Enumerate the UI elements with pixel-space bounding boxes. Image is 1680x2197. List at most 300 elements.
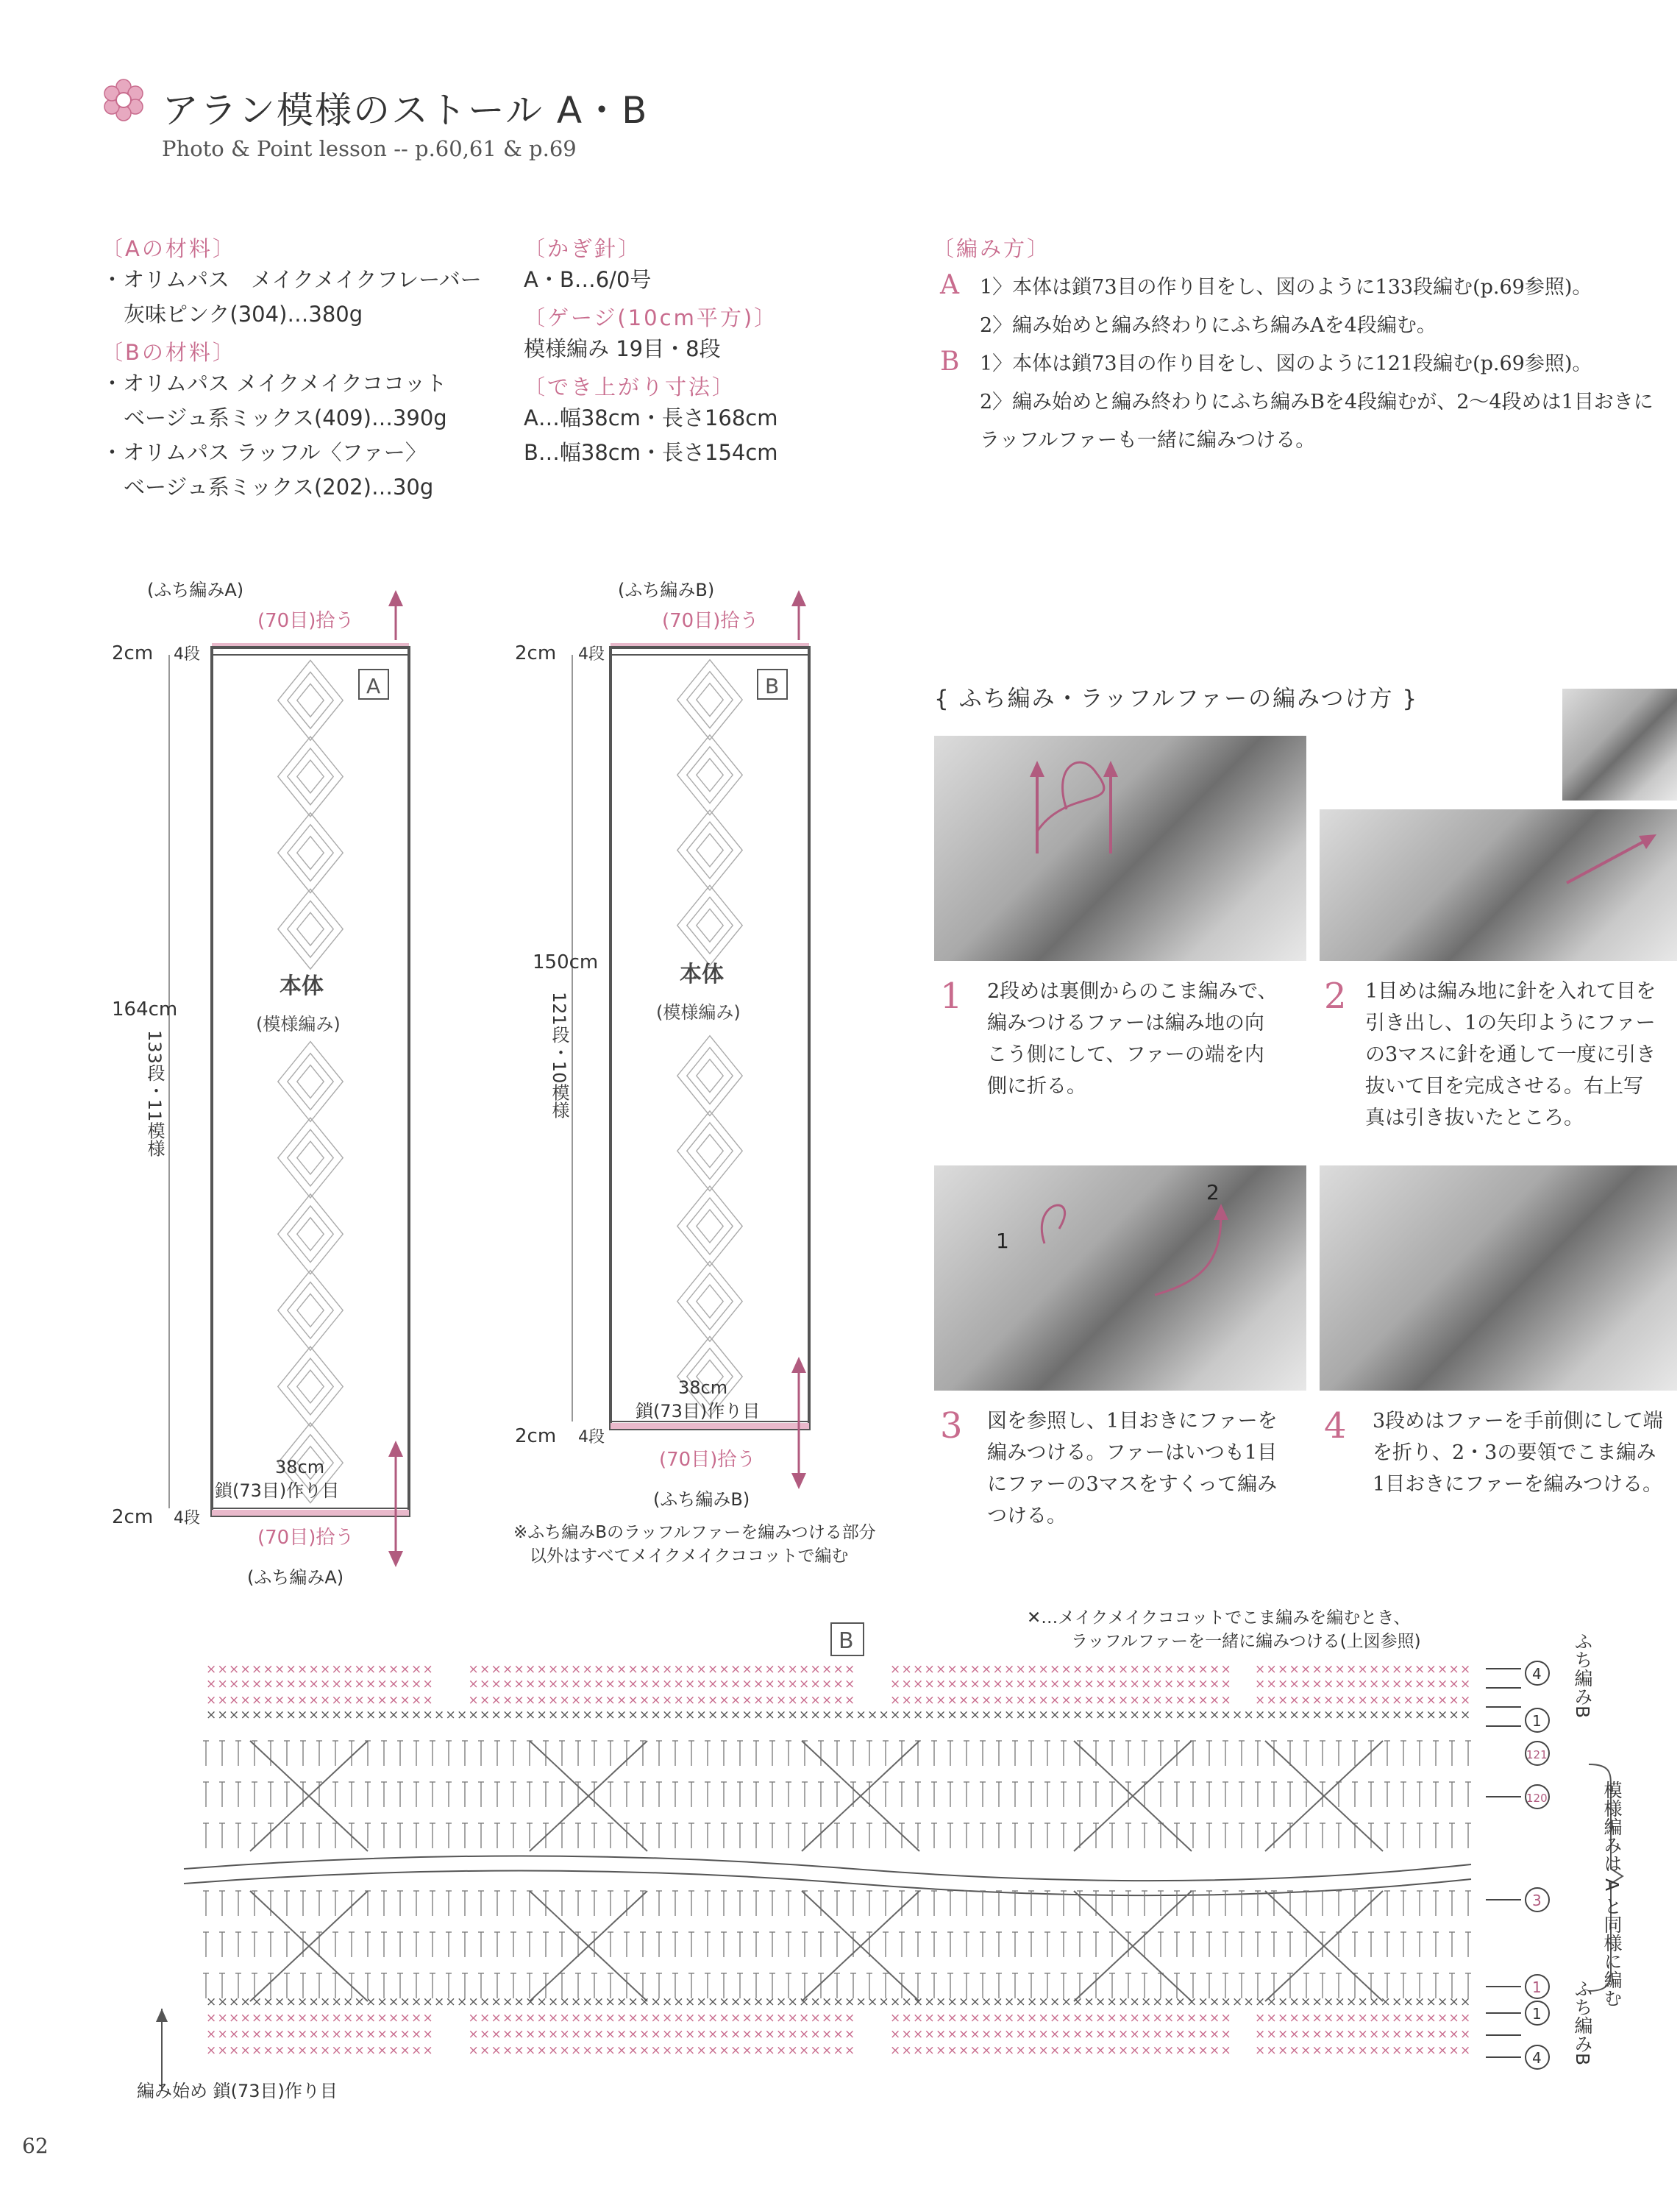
sc-stitch: × <box>776 2027 787 2042</box>
sc-stitch: × <box>308 1995 319 2009</box>
sc-stitch: × <box>411 2027 422 2042</box>
sc-stitch: × <box>571 2027 582 2042</box>
sc-stitch: × <box>890 2043 901 2058</box>
sc-stitch: × <box>548 1677 559 1692</box>
sc-stitch: × <box>639 2011 650 2026</box>
sc-stitch: × <box>719 2043 730 2058</box>
diagram-b-outline <box>611 647 809 1429</box>
chart-row-top-4: 4 <box>1532 1665 1542 1683</box>
diagram-b-body-sub: (模様編み) <box>656 1002 741 1023</box>
sc-stitch: × <box>947 1677 958 1692</box>
sc-stitch: × <box>958 1662 969 1677</box>
diamond-motif <box>297 912 324 945</box>
sc-stitch: × <box>525 2027 536 2042</box>
sc-stitch: × <box>1129 1693 1140 1708</box>
step-4-number: 4 <box>1324 1405 1347 1447</box>
sc-stitch: × <box>936 2027 947 2042</box>
sc-stitch: × <box>513 1693 524 1708</box>
sc-stitch: × <box>1106 1693 1117 1708</box>
sc-stitch: × <box>1129 1995 1140 2009</box>
sc-stitch: × <box>1164 2043 1175 2058</box>
sc-stitch: × <box>1209 1677 1220 1692</box>
sc-stitch: × <box>308 1677 319 1692</box>
sc-stitch: × <box>320 1995 331 2009</box>
sc-stitch: × <box>354 2043 365 2058</box>
sc-stitch: × <box>1015 2027 1026 2042</box>
diamond-motif <box>697 1135 723 1168</box>
sc-stitch: × <box>1129 1677 1140 1692</box>
sc-stitch: × <box>1266 1662 1277 1677</box>
sc-stitch: × <box>1460 2011 1471 2026</box>
sc-stitch: × <box>662 1708 673 1722</box>
sc-stitch: × <box>594 1677 605 1692</box>
sc-stitch: × <box>422 1995 433 2009</box>
sc-stitch: × <box>1175 1708 1186 1722</box>
sc-stitch: × <box>491 2027 502 2042</box>
sc-stitch: × <box>1311 2027 1323 2042</box>
diagram-b-note2: 以外はすべてメイクメイクココットで編む <box>530 1547 849 1566</box>
sc-stitch: × <box>1209 1708 1220 1722</box>
sc-stitch: × <box>1027 1693 1038 1708</box>
size-b: B…幅38cm・長さ154cm <box>524 440 778 465</box>
sc-stitch: × <box>947 2043 958 2058</box>
sc-stitch: × <box>913 2043 924 2058</box>
sc-stitch: × <box>1038 1995 1049 2009</box>
sc-stitch: × <box>594 1662 605 1677</box>
sc-stitch: × <box>1380 1995 1391 2009</box>
sc-stitch: × <box>605 2011 616 2026</box>
sc-stitch: × <box>1197 1693 1209 1708</box>
sc-stitch: × <box>274 1662 285 1677</box>
sc-stitch: × <box>741 1677 752 1692</box>
sc-stitch: × <box>685 2011 696 2026</box>
sc-stitch: × <box>548 2011 559 2026</box>
sc-stitch: × <box>741 1995 752 2009</box>
sc-stitch: × <box>1425 2011 1437 2026</box>
sc-stitch: × <box>1357 2043 1368 2058</box>
sc-stitch: × <box>673 2027 684 2042</box>
sc-stitch: × <box>354 1995 365 2009</box>
sc-stitch: × <box>422 1677 433 1692</box>
sc-stitch: × <box>1323 2011 1334 2026</box>
sc-stitch: × <box>673 1995 684 2009</box>
sc-stitch: × <box>1323 1708 1334 1722</box>
sc-stitch: × <box>1460 1662 1471 1677</box>
sc-stitch: × <box>1448 1662 1459 1677</box>
sc-stitch: × <box>1209 2027 1220 2042</box>
sc-stitch: × <box>1083 2043 1095 2058</box>
sc-stitch: × <box>594 1693 605 1708</box>
sc-stitch: × <box>696 1708 707 1722</box>
sc-stitch: × <box>913 1662 924 1677</box>
sc-stitch: × <box>1083 1662 1095 1677</box>
sc-stitch: × <box>377 1693 388 1708</box>
chart-pattern-bottom <box>203 1891 1471 2001</box>
sc-stitch: × <box>548 2043 559 2058</box>
sc-stitch: × <box>285 1708 296 1722</box>
chart-start-label: 編み始め 鎖(73目)作り目 <box>137 2081 338 2101</box>
sc-stitch: × <box>1334 2011 1345 2026</box>
sc-stitch: × <box>708 2027 719 2042</box>
sc-stitch: × <box>833 2011 844 2026</box>
sc-stitch: × <box>1403 1708 1414 1722</box>
sc-stitch: × <box>1460 1677 1471 1692</box>
sc-stitch: × <box>924 2027 935 2042</box>
sc-stitch: × <box>605 2043 616 2058</box>
sc-stitch: × <box>468 1708 479 1722</box>
sc-stitch: × <box>582 1693 593 1708</box>
sc-stitch: × <box>331 1708 342 1722</box>
sc-stitch: × <box>1038 1662 1049 1677</box>
chart-side-bottom: ふち編みB <box>1572 1979 1593 2066</box>
sc-stitch: × <box>252 2027 263 2042</box>
sc-stitch: × <box>1118 2011 1129 2026</box>
sc-stitch: × <box>616 1708 627 1722</box>
sc-stitch: × <box>890 1662 901 1677</box>
sc-stitch: × <box>411 1708 422 1722</box>
sc-stitch: × <box>559 1995 570 2009</box>
sc-stitch: × <box>719 1995 730 2009</box>
sc-stitch: × <box>491 1662 502 1677</box>
sc-stitch: × <box>229 2011 240 2026</box>
sc-stitch: × <box>331 1693 342 1708</box>
sc-stitch: × <box>582 1662 593 1677</box>
diagram-b-chain: 鎖(73目)作り目 <box>636 1401 761 1422</box>
sc-stitch: × <box>308 2011 319 2026</box>
diagram-a-top-cm: 2cm <box>112 642 154 664</box>
sc-stitch: × <box>1392 1693 1403 1708</box>
sc-stitch: × <box>1072 1995 1083 2009</box>
sc-stitch: × <box>297 1662 308 1677</box>
sc-stitch: × <box>1004 2011 1015 2026</box>
sc-stitch: × <box>890 1708 901 1722</box>
sc-stitch: × <box>229 1693 240 1708</box>
sc-stitch: × <box>741 1662 752 1677</box>
sc-stitch: × <box>206 2011 217 2026</box>
sc-stitch: × <box>730 1662 741 1677</box>
photo-1-arrows <box>1022 743 1170 861</box>
sc-stitch: × <box>1460 1708 1471 1722</box>
sc-stitch: × <box>399 2011 410 2026</box>
method-a1: 1〉本体は鎖73目の作り目をし、図のように133段編む(p.69参照)。 <box>980 276 1592 299</box>
sc-stitch: × <box>1197 1662 1209 1677</box>
diagram-b-length-cm: 150cm <box>533 951 599 973</box>
step-1-text: 2段めは裏側からのこま編みで、 編みつけるファーは編み地の向 こう側にして、ファーの端を内 側に折る。 <box>987 980 1278 1098</box>
sc-stitch: × <box>1129 2011 1140 2026</box>
sc-stitch: × <box>901 1995 912 2009</box>
sc-stitch: × <box>969 1677 980 1692</box>
chart-row-120: 120 <box>1526 1792 1548 1805</box>
sc-stitch: × <box>422 1693 433 1708</box>
sc-stitch: × <box>1197 2027 1209 2042</box>
diagram-b-pattern <box>677 660 742 1417</box>
sc-stitch: × <box>229 1677 240 1692</box>
sc-stitch: × <box>480 1693 491 1708</box>
sc-stitch: × <box>890 2027 901 2042</box>
diagram-a-body: 本体 <box>280 973 324 999</box>
sc-stitch: × <box>320 2011 331 2026</box>
sc-stitch: × <box>1050 1662 1061 1677</box>
sc-stitch: × <box>673 2043 684 2058</box>
sc-stitch: × <box>673 1708 684 1722</box>
sc-stitch: × <box>480 2043 491 2058</box>
sc-stitch: × <box>776 2011 787 2026</box>
sc-stitch: × <box>594 2011 605 2026</box>
sc-stitch: × <box>969 2011 980 2026</box>
sc-stitch: × <box>913 1708 924 1722</box>
sc-stitch: × <box>1152 2011 1163 2026</box>
sc-stitch: × <box>696 1677 707 1692</box>
sc-stitch: × <box>776 1708 787 1722</box>
sc-stitch: × <box>1209 2043 1220 2058</box>
sc-stitch: × <box>1289 1677 1300 1692</box>
sc-stitch: × <box>1095 1708 1106 1722</box>
sc-stitch: × <box>1118 1693 1129 1708</box>
gauge-value: 模様編み 19目・8段 <box>524 336 721 361</box>
sc-stitch: × <box>1004 2043 1015 2058</box>
sc-stitch: × <box>1152 1708 1163 1722</box>
sc-stitch: × <box>297 1677 308 1692</box>
sc-stitch: × <box>1004 1662 1015 1677</box>
sc-stitch: × <box>1186 2043 1197 2058</box>
sc-stitch: × <box>468 2043 479 2058</box>
diamond-motif <box>297 1294 324 1327</box>
sc-stitch: × <box>388 2011 399 2026</box>
sc-stitch: × <box>1414 1677 1425 1692</box>
sc-stitch: × <box>969 1995 980 2009</box>
method-b3: ラッフルファーも一緒に編みつける。 <box>980 429 1316 452</box>
sc-stitch: × <box>468 1677 479 1692</box>
sc-stitch: × <box>616 1693 627 1708</box>
sc-stitch: × <box>1414 1995 1425 2009</box>
sc-stitch: × <box>1437 1995 1448 2009</box>
sc-stitch: × <box>297 1995 308 2009</box>
sc-stitch: × <box>399 1708 410 1722</box>
diamond-motif <box>297 837 324 870</box>
sc-stitch: × <box>525 1677 536 1692</box>
sc-stitch: × <box>1129 1662 1140 1677</box>
sc-stitch: × <box>240 1662 251 1677</box>
sc-stitch: × <box>1311 2043 1323 2058</box>
sc-stitch: × <box>924 2043 935 2058</box>
sc-stitch: × <box>480 1662 491 1677</box>
sc-stitch: × <box>936 2011 947 2026</box>
sc-stitch: × <box>776 1693 787 1708</box>
sc-stitch: × <box>958 1995 969 2009</box>
sc-stitch: × <box>252 1677 263 1692</box>
sc-stitch: × <box>696 1995 707 2009</box>
sc-stitch: × <box>1403 2027 1414 2042</box>
sc-stitch: × <box>673 1677 684 1692</box>
sc-stitch: × <box>844 2043 855 2058</box>
sc-stitch: × <box>947 2027 958 2042</box>
sc-stitch: × <box>240 1677 251 1692</box>
sc-stitch: × <box>1380 1708 1391 1722</box>
sc-stitch: × <box>1220 2011 1231 2026</box>
sc-stitch: × <box>1255 2011 1266 2026</box>
sc-stitch: × <box>1448 1995 1459 2009</box>
sc-stitch: × <box>1175 2043 1186 2058</box>
materials-a-line: 灰味ピンク(304)…380g <box>124 302 363 327</box>
flower-icon <box>102 78 146 122</box>
sc-stitch: × <box>1414 2027 1425 2042</box>
sc-stitch: × <box>434 1708 445 1722</box>
method-b-label: B <box>940 347 960 377</box>
sc-stitch: × <box>1289 1662 1300 1677</box>
sc-stitch: × <box>1334 2027 1345 2042</box>
sc-stitch: × <box>605 2027 616 2042</box>
sc-stitch: × <box>354 2011 365 2026</box>
sc-stitch: × <box>878 1708 889 1722</box>
sc-stitch: × <box>411 1995 422 2009</box>
sc-stitch: × <box>274 2043 285 2058</box>
inset-photo <box>1562 689 1677 801</box>
sc-stitch: × <box>992 1693 1003 1708</box>
sc-stitch: × <box>913 1677 924 1692</box>
sc-stitch: × <box>924 1662 935 1677</box>
sc-stitch: × <box>1448 1693 1459 1708</box>
sc-stitch: × <box>1369 1708 1380 1722</box>
page-title: アラン模様のストール A・B <box>162 89 649 132</box>
sc-stitch: × <box>833 1677 844 1692</box>
sc-stitch: × <box>1141 2027 1152 2042</box>
sc-stitch: × <box>1050 1677 1061 1692</box>
sc-stitch: × <box>1403 2043 1414 2058</box>
sc-stitch: × <box>730 2027 741 2042</box>
sc-stitch: × <box>1380 1693 1391 1708</box>
sc-stitch: × <box>1050 2043 1061 2058</box>
method-a2: 2〉編み始めと編み終わりにふち編みAを4段編む。 <box>980 314 1437 337</box>
sc-stitch: × <box>1334 1708 1345 1722</box>
sc-stitch: × <box>1437 2011 1448 2026</box>
sc-stitch: × <box>1334 1693 1345 1708</box>
sc-stitch: × <box>559 1677 570 1692</box>
sc-stitch: × <box>1300 2011 1311 2026</box>
sc-stitch: × <box>1175 2011 1186 2026</box>
sc-stitch: × <box>627 2027 638 2042</box>
sc-stitch: × <box>1106 1677 1117 1692</box>
sc-stitch: × <box>1164 1677 1175 1692</box>
chart-pattern-top <box>203 1741 1471 1851</box>
sc-stitch: × <box>513 2043 524 2058</box>
sc-stitch: × <box>525 1995 536 2009</box>
sc-stitch: × <box>331 1662 342 1677</box>
lesson-photo-4 <box>1320 1165 1677 1391</box>
sc-stitch: × <box>696 2043 707 2058</box>
method-b2: 2〉編み始めと編み終わりにふち編みBを4段編むが、2～4段めは1目おきに <box>980 391 1654 414</box>
sc-stitch: × <box>1027 2027 1038 2042</box>
sc-stitch: × <box>217 2011 228 2026</box>
sc-stitch: × <box>1323 1677 1334 1692</box>
sc-stitch: × <box>1300 1693 1311 1708</box>
chart-edge-rows-bottom <box>206 1995 1470 2058</box>
sc-stitch: × <box>799 2027 810 2042</box>
sc-stitch: × <box>1095 1693 1106 1708</box>
diamond-motif <box>297 1141 324 1174</box>
sc-stitch: × <box>981 1677 992 1692</box>
diagram-a-chain: 鎖(73目)作り目 <box>215 1480 340 1501</box>
sc-stitch: × <box>901 2011 912 2026</box>
sc-stitch: × <box>1072 1708 1083 1722</box>
sc-stitch: × <box>388 1662 399 1677</box>
sc-stitch: × <box>616 1677 627 1692</box>
sc-stitch: × <box>1232 1708 1243 1722</box>
materials-a-line: ・オリムパス メイクメイクフレーバー <box>102 267 482 292</box>
sc-stitch: × <box>1141 1708 1152 1722</box>
sc-stitch: × <box>992 1662 1003 1677</box>
sc-stitch: × <box>958 1708 969 1722</box>
sc-stitch: × <box>1197 1677 1209 1692</box>
sc-stitch: × <box>822 1693 833 1708</box>
photo-3-arrows <box>986 1177 1265 1310</box>
sc-stitch: × <box>468 1693 479 1708</box>
sc-stitch: × <box>1038 2011 1049 2026</box>
sc-stitch: × <box>366 1677 377 1692</box>
sc-stitch: × <box>1197 2043 1209 2058</box>
sc-stitch: × <box>1175 2027 1186 2042</box>
sc-stitch: × <box>1061 2011 1072 2026</box>
materials-b-line: ・オリムパス メイクメイクココット <box>102 371 447 396</box>
sc-stitch: × <box>354 1708 365 1722</box>
sc-stitch: × <box>457 1708 468 1722</box>
sc-stitch: × <box>502 1708 513 1722</box>
sc-stitch: × <box>594 2027 605 2042</box>
sc-stitch: × <box>1357 2011 1368 2026</box>
sc-stitch: × <box>708 1693 719 1708</box>
sc-stitch: × <box>662 2011 673 2026</box>
sc-stitch: × <box>274 2011 285 2026</box>
sc-stitch: × <box>662 1677 673 1692</box>
sc-stitch: × <box>833 1693 844 1708</box>
sc-stitch: × <box>548 1708 559 1722</box>
sc-stitch: × <box>890 1677 901 1692</box>
diagram-b-top-cm: 2cm <box>515 642 557 664</box>
sc-stitch: × <box>229 1662 240 1677</box>
diagram-a-bottom-label: (ふち編みA) <box>247 1567 344 1588</box>
sc-stitch: × <box>1334 1677 1345 1692</box>
sc-stitch: × <box>491 1693 502 1708</box>
chart-edge-rows-top <box>206 1662 1470 1722</box>
sc-stitch: × <box>1357 2027 1368 2042</box>
sc-stitch: × <box>274 1708 285 1722</box>
sc-stitch: × <box>810 1662 821 1677</box>
sc-stitch: × <box>480 1677 491 1692</box>
sc-stitch: × <box>285 2043 296 2058</box>
sc-stitch: × <box>1141 1677 1152 1692</box>
sc-stitch: × <box>320 2043 331 2058</box>
sc-stitch: × <box>1403 1677 1414 1692</box>
sc-stitch: × <box>924 1995 935 2009</box>
diamond-motif <box>697 684 723 717</box>
sc-stitch: × <box>1392 2043 1403 2058</box>
sc-stitch: × <box>753 1677 764 1692</box>
sc-stitch: × <box>822 1995 833 2009</box>
sc-stitch: × <box>468 1995 479 2009</box>
sc-stitch: × <box>1414 1662 1425 1677</box>
sc-stitch: × <box>1460 1693 1471 1708</box>
photo-3-arrow-1: 1 <box>996 1229 1009 1253</box>
sc-stitch: × <box>422 2027 433 2042</box>
sc-stitch: × <box>1095 2043 1106 2058</box>
sc-stitch: × <box>252 1995 263 2009</box>
sc-stitch: × <box>1118 1677 1129 1692</box>
diagram-a-outline <box>212 647 409 1516</box>
sc-stitch: × <box>650 2043 661 2058</box>
sc-stitch: × <box>616 2027 627 2042</box>
sc-stitch: × <box>936 1662 947 1677</box>
sc-stitch: × <box>947 1995 958 2009</box>
sc-stitch: × <box>217 1708 228 1722</box>
